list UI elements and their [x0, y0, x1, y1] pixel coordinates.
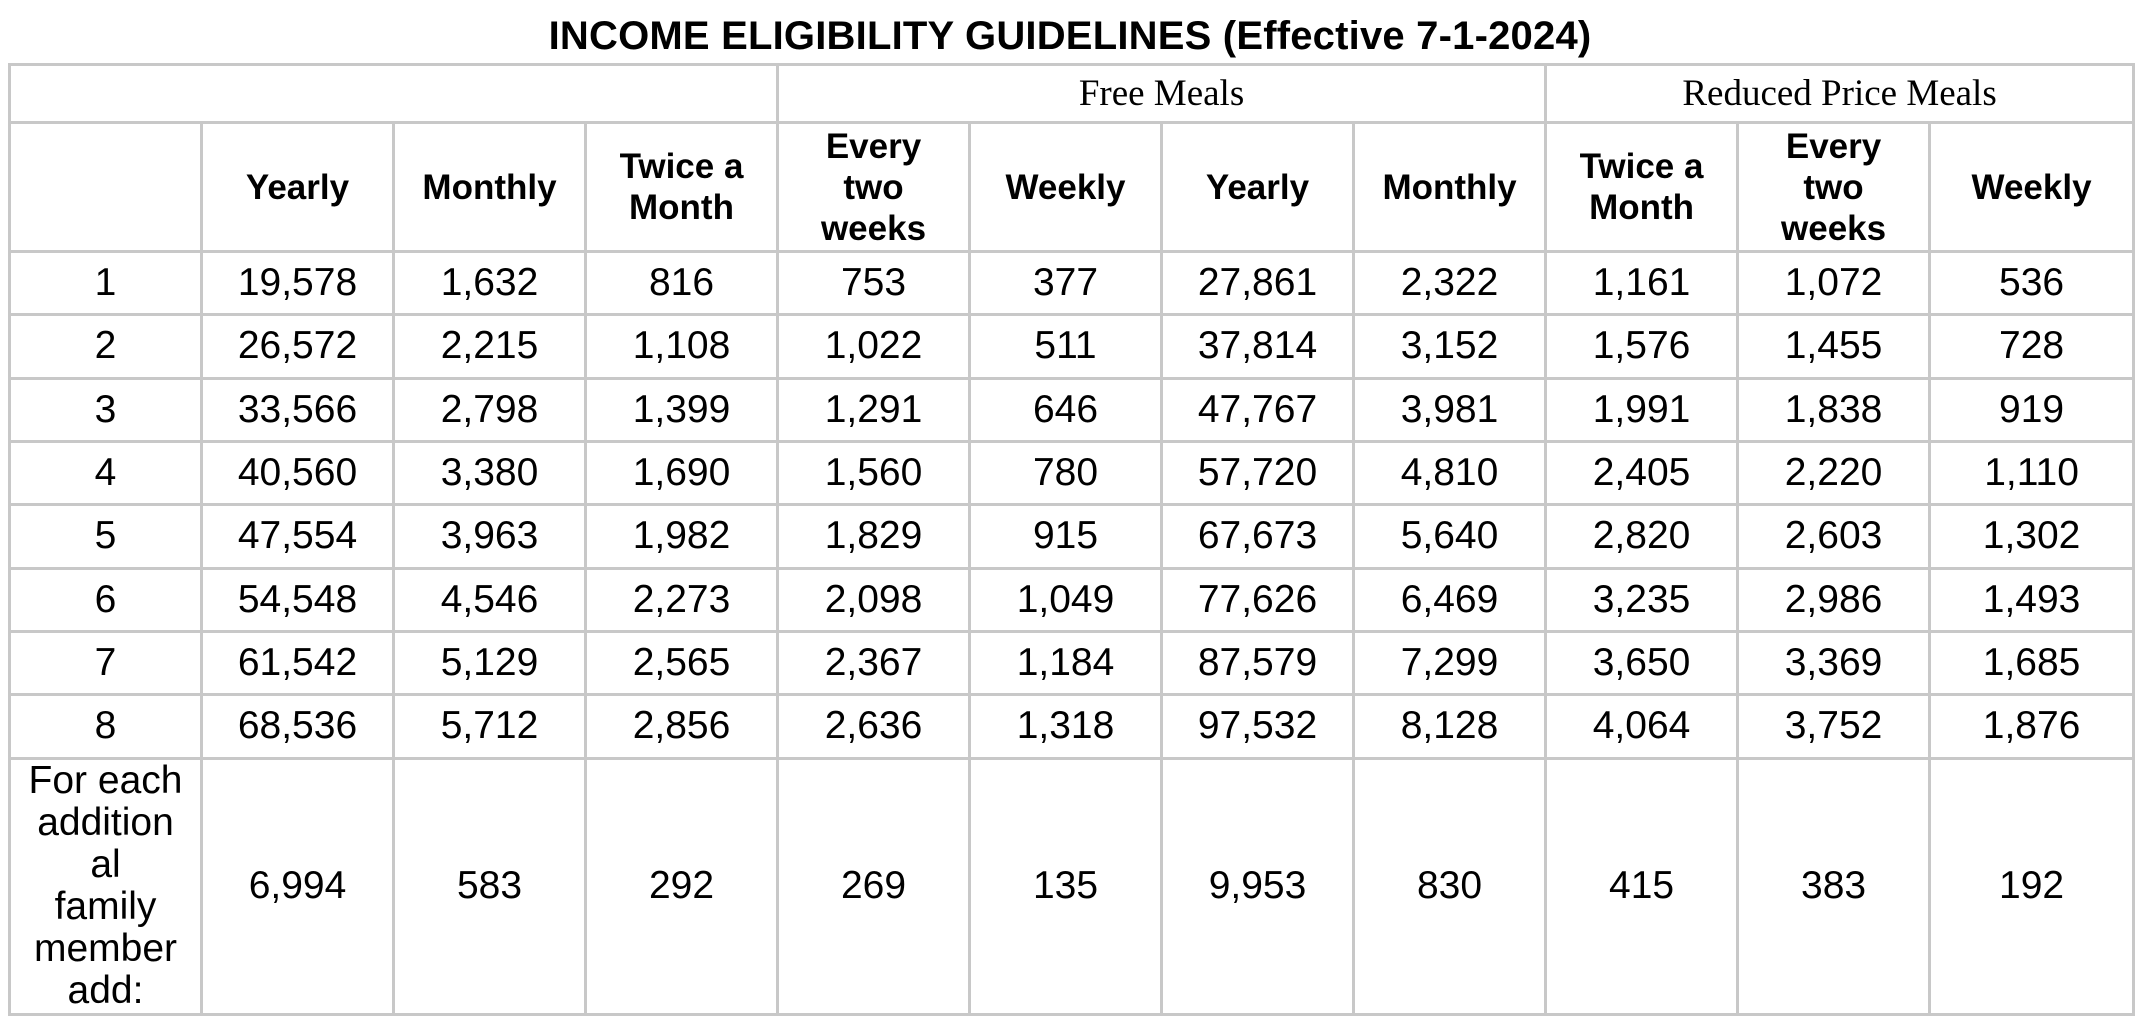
value-cell-free-monthly: 3,380 — [394, 441, 586, 504]
additional-value-cell-free-weekly: 135 — [970, 758, 1162, 1014]
additional-value-cell-free-twice-a-month: 292 — [586, 758, 778, 1014]
value-cell-free-twice-a-month: 816 — [586, 251, 778, 314]
column-header-reduced-monthly — [1354, 123, 1546, 252]
value-cell-free-monthly: 5,129 — [394, 631, 586, 694]
value-cell-reduced-yearly: 27,861 — [1162, 251, 1354, 314]
value-cell-reduced-monthly: 2,322 — [1354, 251, 1546, 314]
value-cell-reduced-every-two-weeks: 1,455 — [1738, 315, 1930, 378]
value-cell-reduced-every-two-weeks: 1,838 — [1738, 378, 1930, 441]
value-cell-reduced-every-two-weeks: 2,220 — [1738, 441, 1930, 504]
household-size-cell: 6 — [10, 568, 202, 631]
column-header-free-monthly — [394, 123, 586, 252]
value-cell-reduced-weekly: 919 — [1930, 378, 2134, 441]
column-header-line: Every — [825, 126, 922, 166]
value-cell-reduced-yearly: 77,626 — [1162, 568, 1354, 631]
value-cell-reduced-yearly: 67,673 — [1162, 505, 1354, 568]
value-cell-free-every-two-weeks: 1,022 — [778, 315, 970, 378]
additional-member-row — [10, 758, 2134, 1014]
value-cell-free-weekly: 511 — [970, 315, 1162, 378]
value-cell-reduced-weekly: 1,302 — [1930, 505, 2134, 568]
value-cell-free-monthly: 2,215 — [394, 315, 586, 378]
value-cell-reduced-weekly: 728 — [1930, 315, 2134, 378]
value-cell-reduced-weekly: 536 — [1930, 251, 2134, 314]
value-cell-reduced-yearly: 47,767 — [1162, 378, 1354, 441]
value-cell-free-twice-a-month: 1,982 — [586, 505, 778, 568]
column-header-line: weeks — [1781, 208, 1887, 248]
value-cell-free-yearly: 19,578 — [202, 251, 394, 314]
value-cell-free-twice-a-month: 2,273 — [586, 568, 778, 631]
column-header-free-weekly — [970, 123, 1162, 252]
household-size-cell: 8 — [10, 695, 202, 758]
column-header-line: Month — [1589, 188, 1695, 228]
additional-value-cell-free-monthly: 583 — [394, 758, 586, 1014]
household-size-header-cell — [10, 123, 202, 252]
column-header-line: Twice a — [619, 147, 744, 187]
value-cell-reduced-twice-a-month: 3,235 — [1546, 568, 1738, 631]
value-cell-reduced-every-two-weeks: 3,752 — [1738, 695, 1930, 758]
column-header-line: Weekly — [1971, 167, 2092, 207]
value-cell-free-every-two-weeks: 753 — [778, 251, 970, 314]
additional-value-cell-reduced-monthly: 830 — [1354, 758, 1546, 1014]
table-row — [10, 441, 2134, 504]
value-cell-free-every-two-weeks: 2,367 — [778, 631, 970, 694]
column-header-line: two — [843, 167, 904, 207]
page-title: INCOME ELIGIBILITY GUIDELINES (Effective 7-1-2024) — [548, 14, 1592, 58]
additional-value-cell-free-every-two-weeks: 269 — [778, 758, 970, 1014]
column-header-line: Yearly — [1205, 167, 1310, 207]
value-cell-reduced-every-two-weeks: 2,603 — [1738, 505, 1930, 568]
household-size-cell: 5 — [10, 505, 202, 568]
column-header-reduced-every-two-weeks — [1738, 123, 1930, 252]
column-header-reduced-yearly — [1162, 123, 1354, 252]
table-row — [10, 631, 2134, 694]
value-cell-free-weekly: 646 — [970, 378, 1162, 441]
value-cell-reduced-yearly: 87,579 — [1162, 631, 1354, 694]
value-cell-reduced-yearly: 37,814 — [1162, 315, 1354, 378]
empty-corner-cell — [10, 65, 778, 123]
value-cell-free-monthly: 4,546 — [394, 568, 586, 631]
value-cell-reduced-twice-a-month: 1,991 — [1546, 378, 1738, 441]
value-cell-free-yearly: 40,560 — [202, 441, 394, 504]
value-cell-free-weekly: 377 — [970, 251, 1162, 314]
household-size-cell: 1 — [10, 251, 202, 314]
column-header-free-every-two-weeks — [778, 123, 970, 252]
value-cell-free-yearly: 26,572 — [202, 315, 394, 378]
value-cell-reduced-twice-a-month: 2,405 — [1546, 441, 1738, 504]
value-cell-free-yearly: 68,536 — [202, 695, 394, 758]
additional-value-cell-free-yearly: 6,994 — [202, 758, 394, 1014]
value-cell-free-monthly: 2,798 — [394, 378, 586, 441]
value-cell-reduced-monthly: 3,152 — [1354, 315, 1546, 378]
value-cell-free-weekly: 915 — [970, 505, 1162, 568]
value-cell-reduced-monthly: 4,810 — [1354, 441, 1546, 504]
value-cell-free-weekly: 780 — [970, 441, 1162, 504]
additional-member-label-line: family — [54, 885, 157, 929]
value-cell-free-yearly: 33,566 — [202, 378, 394, 441]
table-row — [10, 251, 2134, 314]
value-cell-reduced-twice-a-month: 1,576 — [1546, 315, 1738, 378]
value-cell-reduced-weekly: 1,685 — [1930, 631, 2134, 694]
additional-member-label-line: member — [33, 927, 178, 971]
group-header-row — [10, 65, 2134, 123]
column-header-free-twice-a-month — [586, 123, 778, 252]
column-header-line: Twice a — [1579, 147, 1704, 187]
column-header-line: Every — [1785, 126, 1882, 166]
column-header-row — [10, 123, 2134, 252]
value-cell-free-every-two-weeks: 1,560 — [778, 441, 970, 504]
additional-member-label-line: add: — [67, 969, 144, 1013]
value-cell-free-twice-a-month: 2,565 — [586, 631, 778, 694]
value-cell-reduced-monthly: 6,469 — [1354, 568, 1546, 631]
table-row — [10, 695, 2134, 758]
value-cell-reduced-monthly: 5,640 — [1354, 505, 1546, 568]
household-size-cell: 4 — [10, 441, 202, 504]
value-cell-free-monthly: 5,712 — [394, 695, 586, 758]
value-cell-free-twice-a-month: 1,690 — [586, 441, 778, 504]
value-cell-reduced-monthly: 3,981 — [1354, 378, 1546, 441]
value-cell-free-weekly: 1,184 — [970, 631, 1162, 694]
value-cell-free-every-two-weeks: 2,098 — [778, 568, 970, 631]
reduced-price-meals-group-header: Reduced Price Meals — [1546, 65, 2134, 123]
value-cell-free-yearly: 61,542 — [202, 631, 394, 694]
value-cell-reduced-twice-a-month: 3,650 — [1546, 631, 1738, 694]
table-row — [10, 568, 2134, 631]
value-cell-reduced-yearly: 97,532 — [1162, 695, 1354, 758]
value-cell-reduced-weekly: 1,493 — [1930, 568, 2134, 631]
table-row — [10, 505, 2134, 568]
value-cell-reduced-every-two-weeks: 3,369 — [1738, 631, 1930, 694]
value-cell-free-twice-a-month: 1,399 — [586, 378, 778, 441]
value-cell-reduced-monthly: 8,128 — [1354, 695, 1546, 758]
column-header-free-yearly — [202, 123, 394, 252]
value-cell-reduced-monthly: 7,299 — [1354, 631, 1546, 694]
value-cell-free-monthly: 1,632 — [394, 251, 586, 314]
additional-member-label-line: al — [90, 843, 121, 887]
value-cell-reduced-twice-a-month: 4,064 — [1546, 695, 1738, 758]
value-cell-reduced-yearly: 57,720 — [1162, 441, 1354, 504]
column-header-reduced-weekly — [1930, 123, 2134, 252]
value-cell-free-yearly: 54,548 — [202, 568, 394, 631]
column-header-line: two — [1803, 167, 1864, 207]
additional-value-cell-reduced-weekly: 192 — [1930, 758, 2134, 1014]
value-cell-free-twice-a-month: 1,108 — [586, 315, 778, 378]
value-cell-reduced-twice-a-month: 2,820 — [1546, 505, 1738, 568]
value-cell-reduced-every-two-weeks: 2,986 — [1738, 568, 1930, 631]
value-cell-reduced-weekly: 1,110 — [1930, 441, 2134, 504]
value-cell-reduced-twice-a-month: 1,161 — [1546, 251, 1738, 314]
household-size-cell: 3 — [10, 378, 202, 441]
value-cell-reduced-weekly: 1,876 — [1930, 695, 2134, 758]
column-header-line: Monthly — [422, 167, 557, 207]
additional-member-label — [10, 758, 202, 1014]
table-row — [10, 378, 2134, 441]
value-cell-free-twice-a-month: 2,856 — [586, 695, 778, 758]
value-cell-free-every-two-weeks: 2,636 — [778, 695, 970, 758]
table-row — [10, 315, 2134, 378]
value-cell-free-every-two-weeks: 1,829 — [778, 505, 970, 568]
additional-member-label-line: addition — [37, 801, 174, 845]
value-cell-free-monthly: 3,963 — [394, 505, 586, 568]
value-cell-reduced-every-two-weeks: 1,072 — [1738, 251, 1930, 314]
household-size-cell: 7 — [10, 631, 202, 694]
value-cell-free-yearly: 47,554 — [202, 505, 394, 568]
column-header-line: Monthly — [1382, 167, 1517, 207]
additional-value-cell-reduced-twice-a-month: 415 — [1546, 758, 1738, 1014]
household-size-cell: 2 — [10, 315, 202, 378]
additional-value-cell-reduced-yearly: 9,953 — [1162, 758, 1354, 1014]
value-cell-free-weekly: 1,318 — [970, 695, 1162, 758]
column-header-reduced-twice-a-month — [1546, 123, 1738, 252]
value-cell-free-weekly: 1,049 — [970, 568, 1162, 631]
additional-member-label-line: For each — [28, 759, 183, 803]
additional-value-cell-reduced-every-two-weeks: 383 — [1738, 758, 1930, 1014]
column-header-line: Yearly — [245, 167, 350, 207]
free-meals-group-header: Free Meals — [778, 65, 1546, 123]
column-header-line: Month — [629, 188, 734, 228]
column-header-line: Weekly — [1005, 167, 1126, 207]
income-guidelines-table — [8, 63, 2135, 1016]
column-header-line: weeks — [820, 208, 927, 248]
value-cell-free-every-two-weeks: 1,291 — [778, 378, 970, 441]
